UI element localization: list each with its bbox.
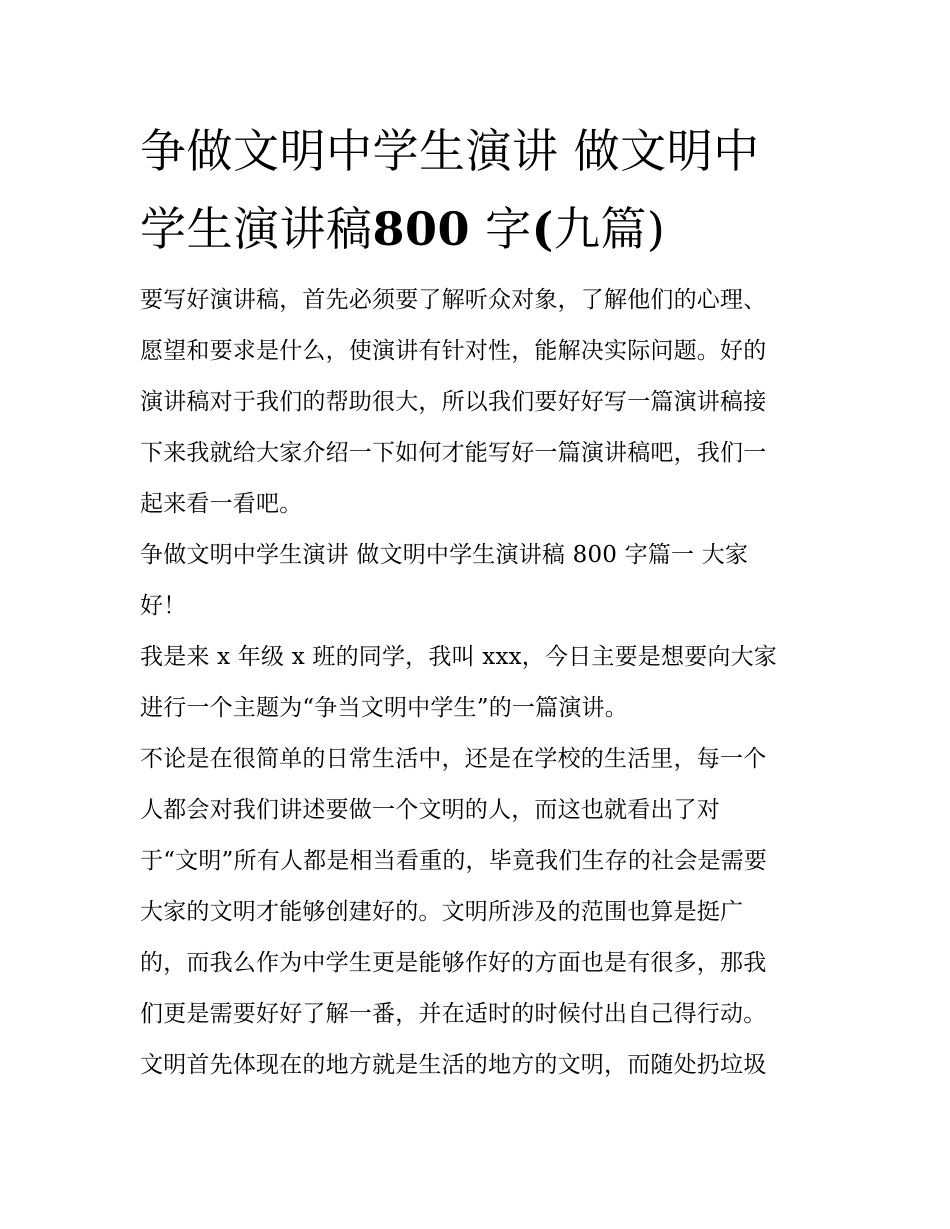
body-line: 的，而我么作为中学生更是能够作好的方面也是有很多，那我 xyxy=(140,950,767,976)
title-char: 字 xyxy=(485,202,532,256)
body-line: 们更是需要好好了解一番，并在适时的时候付出自己得行动。 xyxy=(140,1001,767,1027)
body-line: 于“文明”所有人都是相当看重的，毕竟我们生存的社会是需要 xyxy=(140,848,768,874)
body-line: 下来我就给大家介绍一下如何才能写好一篇演讲稿吧，我们一 xyxy=(140,440,767,466)
title-line-2-start: 学生演讲稿 xyxy=(140,202,373,256)
body-line: 好！ xyxy=(140,593,187,619)
body-line: 大家的文明才能够创建好的。文明所涉及的范围也算是挺广 xyxy=(140,899,744,925)
body-line: 我是来 x 年级 x 班的同学，我叫 xxx，今日主要是想要向大家 xyxy=(140,644,778,670)
title-number: 800 xyxy=(372,202,471,256)
document-title xyxy=(140,112,830,268)
document-body xyxy=(140,275,820,1091)
body-line: 愿望和要求是什么，使演讲有针对性，能解决实际问题。好的 xyxy=(140,338,767,364)
body-line: 演讲稿对于我们的帮助很大，所以我们要好好写一篇演讲稿接 xyxy=(140,389,767,415)
title-paren: ( xyxy=(531,202,554,256)
body-line: 要写好演讲稿，首先必须要了解听众对象，了解他们的心理、 xyxy=(140,287,767,313)
body-line: 争做文明中学生演讲 做文明中学生演讲稿 800 字篇一 大家 xyxy=(140,542,749,568)
body-line: 不论是在很简单的日常生活中，还是在学校的生活里，每一个 xyxy=(140,746,767,772)
title-line-1: 争做文明中学生演讲 做文明中 xyxy=(140,124,760,178)
body-line: 进行一个主题为“争当文明中学生”的一篇演讲。 xyxy=(140,695,628,721)
title-close: 九篇) xyxy=(553,202,666,256)
body-line: 人都会对我们讲述要做一个文明的人，而这也就看出了对 xyxy=(140,797,720,823)
body-line: 文明首先体现在的地方就是生活的地方的文明，而随处扔垃圾 xyxy=(140,1052,767,1078)
body-line: 起来看一看吧。 xyxy=(140,491,303,517)
